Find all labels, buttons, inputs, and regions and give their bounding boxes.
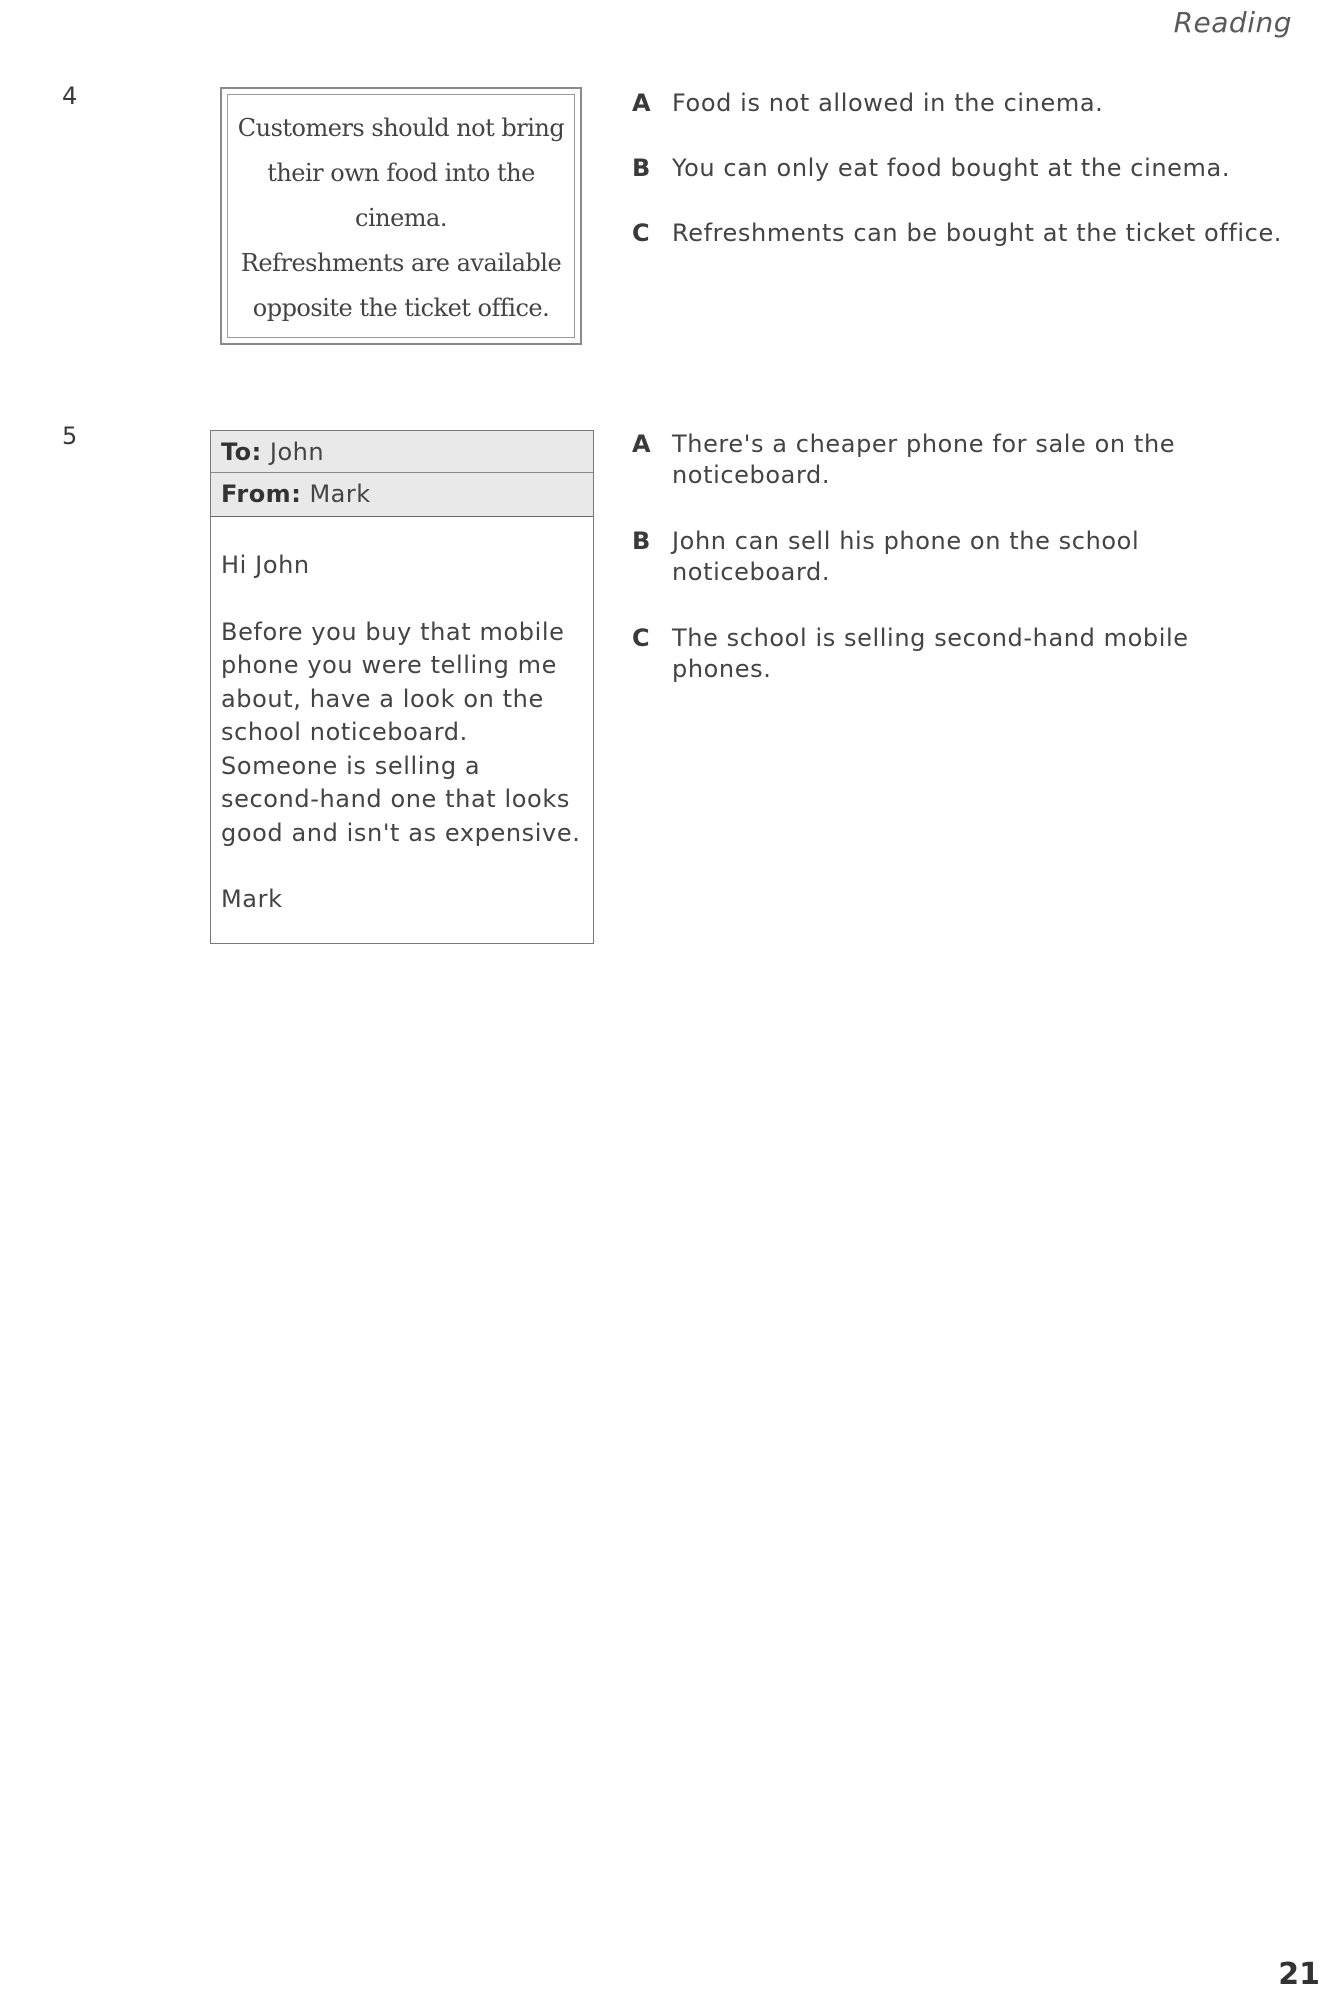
option-text: There's a cheaper phone for sale on the noticeboard. [672, 430, 1176, 489]
email-body [211, 517, 593, 917]
option-letter: A [632, 430, 651, 458]
option-4c[interactable] [632, 218, 1282, 249]
option-5c[interactable] [632, 623, 1292, 685]
email-from-value: Mark [309, 480, 371, 508]
email-from-label: From: [221, 480, 302, 508]
option-5b[interactable] [632, 526, 1292, 588]
question-number-4: 4 [62, 82, 78, 110]
section-label: Reading [1173, 6, 1292, 39]
email-to-value: John [269, 438, 325, 466]
question-number-5: 5 [62, 422, 78, 450]
option-4a[interactable] [632, 88, 1103, 119]
option-5a[interactable] [632, 429, 1292, 491]
notice-text: Customers should not bring their own food into the cinema. Refreshments are available opposite the ticket office. [237, 113, 565, 322]
email-body-text: Before you buy that mobile phone you were telling me about, have a look on the school noticeboard. Someone is selling a second-hand one that looks good and isn't as expensive. [221, 617, 581, 847]
email-from-row [211, 473, 593, 517]
option-text: The school is selling second-hand mobile phones. [672, 624, 1189, 683]
option-letter: C [632, 219, 650, 247]
option-4b[interactable] [632, 153, 1230, 184]
option-letter: B [632, 527, 651, 555]
email-message [210, 430, 594, 944]
option-letter: A [632, 89, 651, 117]
cinema-notice-inner [227, 94, 575, 338]
email-signature: Mark [221, 885, 283, 913]
option-text: You can only eat food bought at the cinema. [672, 154, 1231, 182]
option-text: Food is not allowed in the cinema. [672, 89, 1104, 117]
email-greeting: Hi John [221, 551, 310, 579]
option-text: Refreshments can be bought at the ticket office. [672, 219, 1283, 247]
email-to-label: To: [221, 438, 262, 466]
option-letter: C [632, 624, 650, 652]
option-text: John can sell his phone on the school noticeboard. [672, 527, 1140, 586]
cinema-notice [220, 87, 582, 345]
option-letter: B [632, 154, 651, 182]
email-to-row [211, 431, 593, 473]
page-number: 21 [1278, 1957, 1320, 1992]
